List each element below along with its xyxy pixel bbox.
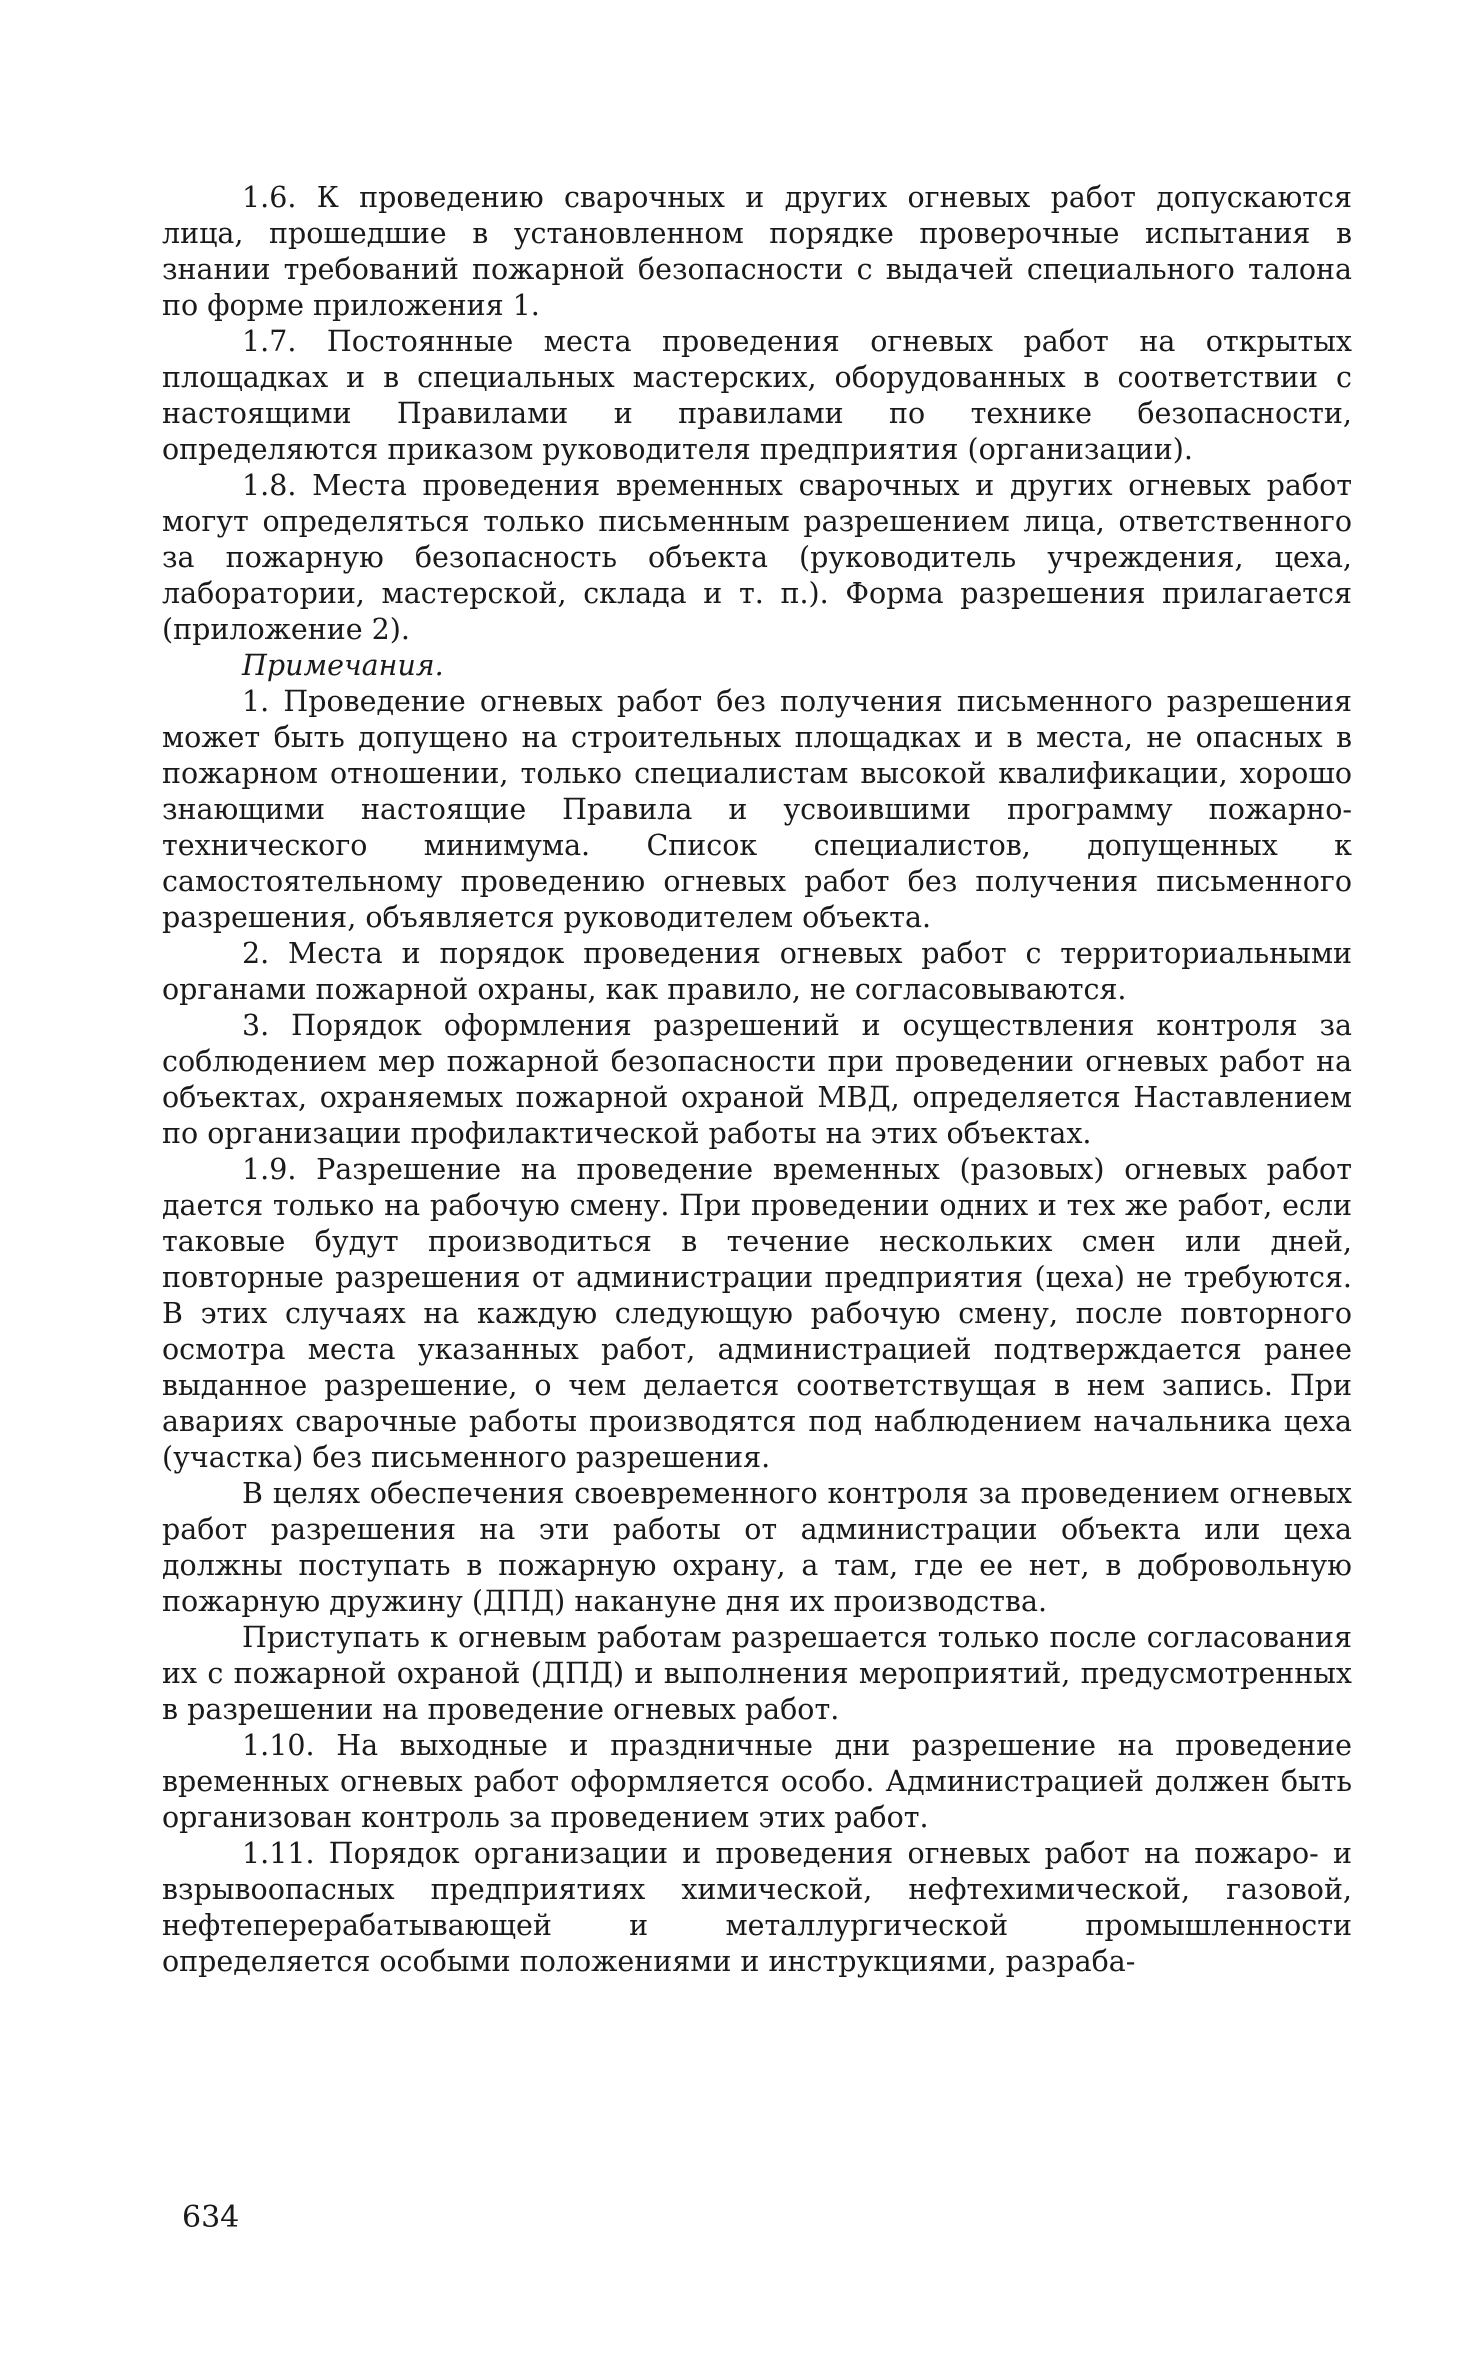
page-number: 634 [182, 2200, 240, 2235]
paragraph-1-11: 1.11. Порядок организации и проведения огневых работ на пожаро- и взрывоопасных предприятиях химической, нефтехимической, газовой, нефтеперерабатывающей и металлургической промышленности определяется особыми положениями и инструкциями, разраба- [162, 1837, 1352, 1978]
note-1: 1. Проведение огневых работ без получения письменного разрешения может быть допущено на строительных площадках и в места, не опасных в пожарном отношении, только специалистам высокой квалификации, хорошо знающими настоящие Правила и усвоившими программу пожарно-технического минимума. Список специалистов, допущенных к самостоятельному проведению огневых работ без получения письменного разрешения, объявляется руководителем объекта. [162, 685, 1352, 934]
paragraph-start-work: Приступать к огневым работам разрешается только после согласования их с пожарной охраной (ДПД) и выполнения мероприятий, предусмотренных в разрешении на проведение огневых работ. [162, 1621, 1352, 1726]
paragraph-1-7: 1.7. Постоянные места проведения огневых работ на открытых площадках и в специальных мастерских, оборудованных в соответствии с настоящими Правилами и правилами по технике безопасности, определяются приказом руководителя предприятия (организации). [162, 325, 1352, 466]
note-3: 3. Порядок оформления разрешений и осуществления контроля за соблюдением мер пожарной безопасности при проведении огневых работ на объектах, охраняемых пожарной охраной МВД, определяется Наставлением по организации профилактической работы на этих объектах. [162, 1009, 1352, 1150]
note-2: 2. Места и порядок проведения огневых работ с территориальными органами пожарной охраны, как правило, не согласовываются. [162, 937, 1352, 1006]
paragraph-1-9: 1.9. Разрешение на проведение временных (разовых) огневых работ дается только на рабочую смену. При проведении одних и тех же работ, если таковые будут производиться в течение нескольких смен или дней, повторные разрешения от администрации предприятия (цеха) не требуются. В этих случаях на каждую следующую рабочую смену, после повторного осмотра места указанных работ, администрацией подтверждается ранее выданное разрешение, о чем делается соответствущая в нем запись. При авариях сварочные работы производятся под наблюдением начальника цеха (участка) без письменного разрешения. [162, 1153, 1352, 1474]
paragraph-1-10: 1.10. На выходные и праздничные дни разрешение на проведение временных огневых работ оформляется особо. Администрацией должен быть организован контроль за проведением этих работ. [162, 1729, 1352, 1834]
paragraph-1-8: 1.8. Места проведения временных сварочных и других огневых работ могут определяться только письменным разрешением лица, ответственного за пожарную безопасность объекта (руководитель учреждения, цеха, лаборатории, мастерской, склада и т. п.). Форма разрешения прилагается (приложение 2). [162, 469, 1352, 646]
notes-heading: Примечания. [242, 649, 444, 682]
paragraph-1-6: 1.6. К проведению сварочных и других огневых работ допускаются лица, прошедшие в установленном порядке проверочные испытания в знании требований пожарной безопасности с выдачей специального талона по форме приложения 1. [162, 181, 1352, 322]
paragraph-control: В целях обеспечения своевременного контроля за проведением огневых работ разрешения на эти работы от администрации объекта или цеха должны поступать в пожарную охрану, а там, где ее нет, в добровольную пожарную дружину (ДПД) накануне дня их производства. [162, 1477, 1352, 1618]
page-body [162, 180, 1352, 1980]
